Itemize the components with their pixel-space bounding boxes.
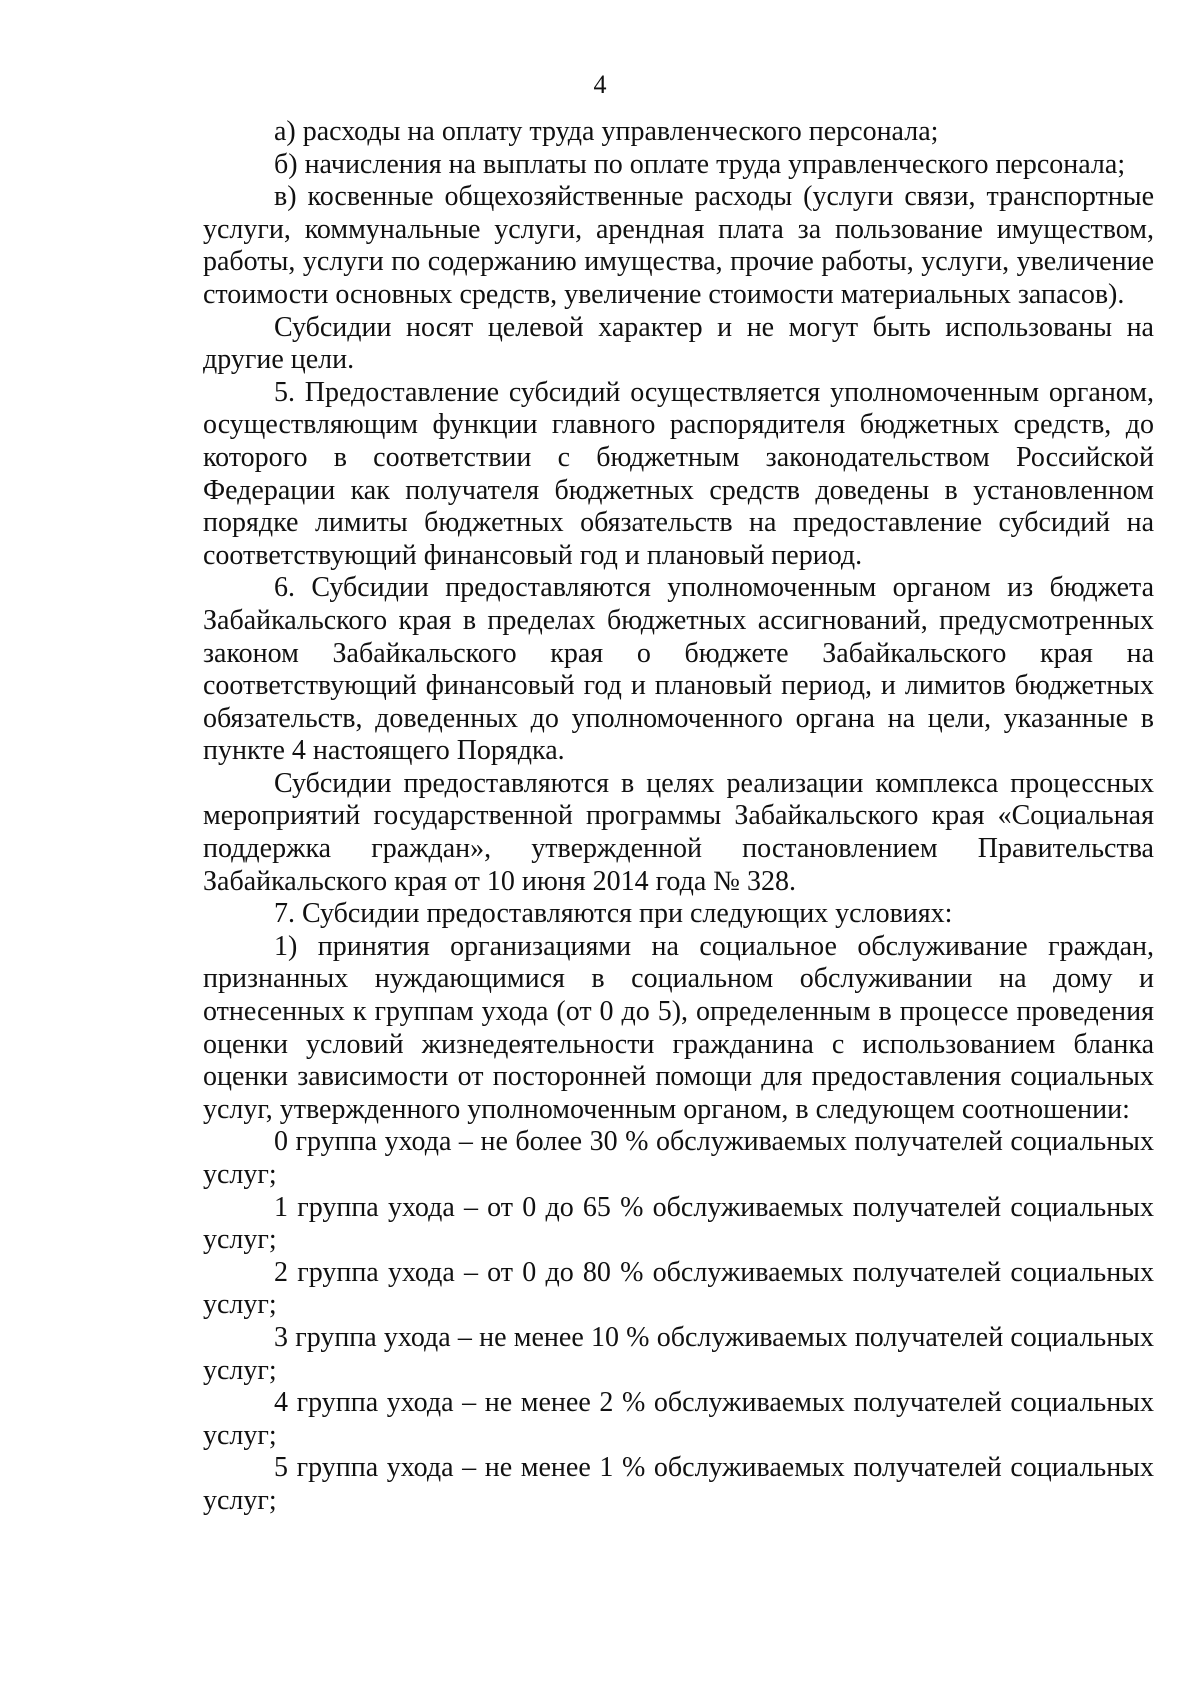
paragraph-clause-5: 5. Предоставление субсидий осуществляется уполномоченным органом, осуществляющим функции главного распорядителя бюджетных средств, до которого в соответствии с бюджетным законодательством Российской Федерации как получателя бюджетных средств доведены в установленном порядке лимиты бюджетных обязательств на предоставление субсидий на соответствующий финансовый год и плановый период. (203, 376, 1154, 571)
paragraph-condition-1: 1) принятия организациями на социальное обслуживание граждан, признанных нуждающимися в социальном обслуживании на дому и отнесенных к группам ухода (от 0 до 5), определенным в процессе проведения оценки условий жизнедеятельности гражданина с использованием бланка оценки зависимости от посторонней помощи для предоставления социальных услуг, утвержденного уполномоченным органом, в следующем соотношении: (203, 930, 1154, 1125)
paragraph-clause-6: 6. Субсидии предоставляются уполномоченным органом из бюджета Забайкальского края в пределах бюджетных ассигнований, предусмотренных законом Забайкальского края о бюджете Забайкальского края на соответствующий финансовый год и плановый период, и лимитов бюджетных обязательств, доведенных до уполномоченного органа на цели, указанные в пункте 4 настоящего Порядка. (203, 572, 1154, 767)
paragraph-clause-7: 7. Субсидии предоставляются при следующих условиях: (274, 898, 953, 930)
paragraph-item-v: в) косвенные общехозяйственные расходы (услуги связи, транспортные услуги, коммунальные услуги, арендная плата за пользование имуществом, работы, услуги по содержанию имущества, прочие работы, услуги, увеличение стоимости основных средств, увеличение стоимости материальных запасов). (203, 181, 1154, 310)
paragraph-item-a: а) расходы на оплату труда управленческого персонала; (274, 116, 939, 147)
paragraph-item-b: б) начисления на выплаты по оплате труда управленческого персонала; (274, 148, 1126, 180)
paragraph-target-purpose: Субсидии носят целевой характер и не могут быть использованы на другие цели. (203, 311, 1154, 376)
paragraph-care-group-0: 0 группа ухода – не более 30 % обслуживаемых получателей социальных услуг; (203, 1126, 1154, 1190)
paragraph-care-group-5: 5 группа ухода – не менее 1 % обслуживаемых получателей социальных услуг; (203, 1452, 1154, 1516)
page-number: 4 (593, 70, 607, 99)
paragraph-care-group-2: 2 группа ухода – от 0 до 80 % обслуживаемых получателей социальных услуг; (203, 1256, 1154, 1321)
paragraph-care-group-1: 1 группа ухода – от 0 до 65 % обслуживаемых получателей социальных услуг; (203, 1191, 1154, 1256)
paragraph-care-group-4: 4 группа ухода – не менее 2 % обслуживаемых получателей социальных услуг; (203, 1387, 1154, 1451)
paragraph-program-goal: Субсидии предоставляются в целях реализации комплекса процессных мероприятий государственной программы Забайкальского края «Социальная поддержка граждан», утвержденной постановлением Правительства Забайкальского края от 10 июня 2014 года № 328. (203, 767, 1154, 897)
document-body (203, 116, 1154, 1518)
paragraph-care-group-3: 3 группа ухода – не менее 10 % обслуживаемых получателей социальных услуг; (203, 1321, 1154, 1386)
